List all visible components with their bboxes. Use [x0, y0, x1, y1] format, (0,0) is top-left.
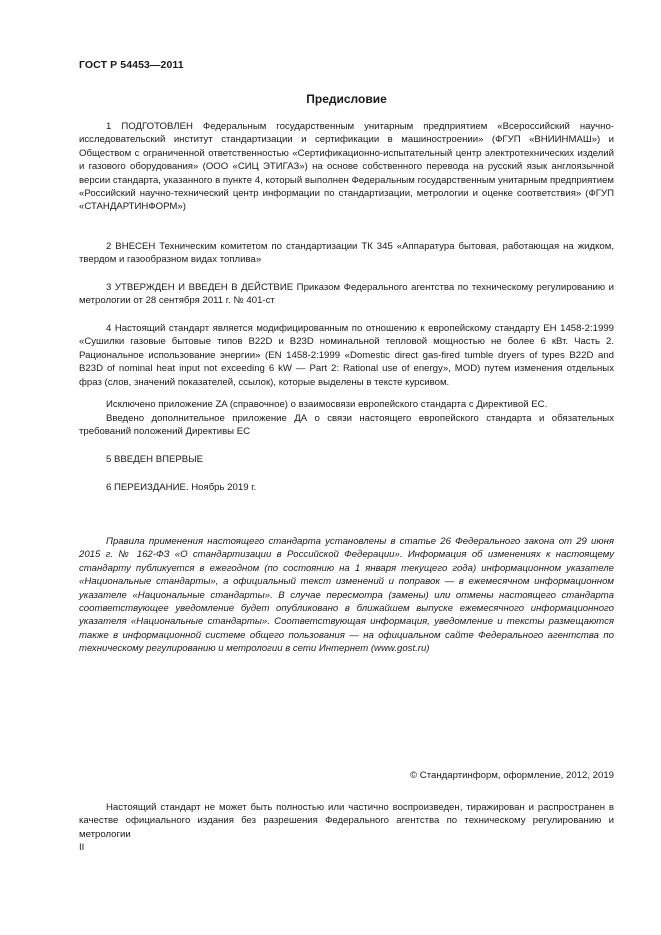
reproduction-notice: Настоящий стандарт не может быть полностью или частично воспроизведен, тиражирован и распространен в качестве официального издания без разрешения Федерального агентства по техническому регулированию и метрологии — [79, 802, 614, 840]
paragraph-4-excluded-annex: Исключено приложение ZA (справочное) о взаимосвязи европейского стандарта с Директивой ЕС. — [106, 399, 548, 410]
paragraph-5: 5 ВВЕДЕН ВПЕРВЫЕ — [106, 454, 204, 465]
page-number: II — [79, 842, 85, 853]
paragraph-4-added-annex: Введено дополнительное приложение ДА о связи настоящего европейского стандарта и обязательных требований положений Директивы ЕС — [79, 413, 614, 438]
paragraph-4: 4 Настоящий стандарт является модифицированным по отношению к европейскому стандарту ЕН 1458-2:1999 «Сушилки газовые бытовые типов B22D и B23D номинальной тепловой мощностью не более 6 кВт. Часть 2. Рациональное использование энергии» (EN 1458-2:1999 «Domestic direct gas-fired tumble dryers of types B22D and B23D of nominal heat input not exceeding 6 kW — Part 2: Rational use of energy», MOD) путем изменения отдельных фраз (слов, значений показателей, ссылок), которые выделены в тексте курсивом. — [79, 323, 614, 388]
paragraph-1: 1 ПОДГОТОВЛЕН Федеральным государственным унитарным предприятием «Всероссийский научно-исследовательский институт стандартизации и сертификации в машиностроении» (ФГУП «ВНИИНМАШ») и Обществом с ограниченной ответственностью «Сертификационно-испытательный центр электротехнических изделий и газового оборудования» (ООО «СИЦ ЭТИГАЗ») на основе собственного перевода на русский язык англоязычной версии стандарта, указанного в пункте 4, который выполнен Федеральным государственным унитарным предприятием «Российский научно-технический центр информации по стандартизации, метрологии и оценке соответствия» (ФГУП «СТАНДАРТИНФОРМ») — [79, 121, 614, 213]
paragraph-3: 3 УТВЕРЖДЕН И ВВЕДЕН В ДЕЙСТВИЕ Приказом Федерального агентства по техническому регулированию и метрологии от 28 сентября 2011 г. № 401-ст — [79, 282, 614, 307]
application-rules-notice: Правила применения настоящего стандарта установлены в статье 26 Федерального закона от 29 июня 2015 г. № 162-ФЗ «О стандартизации в Российской Федерации». Информация об изменениях к настоящему стандарту публикуется в ежегодном (по состоянию на 1 января текущего года) информационном указателе «Национальные стандарты», а официальный текст изменений и поправок — в ежемесячном информационном указателе «Национальные стандарты». В случае пересмотра (замены) или отмены настоящего стандарта соответствующее уведомление будет опубликовано в ближайшем выпуске ежемесячного информационного указателя «Национальные стандарты». Соответствующая информация, уведомление и тексты размещаются также в информационной системе общего пользования — на официальном сайте Федерального агентства по техническому регулированию и метрологии в сети Интернет (www.gost.ru) — [79, 536, 614, 655]
standard-code-header: ГОСТ Р 54453—2011 — [79, 59, 184, 71]
copyright-line: © Стандартинформ, оформление, 2012, 2019 — [410, 770, 614, 781]
paragraph-2: 2 ВНЕСЕН Техническим комитетом по стандартизации ТК 345 «Аппаратура бытовая, работающая на жидком, твердом и газообразном видах топлива» — [79, 241, 614, 266]
section-title: Предисловие — [306, 92, 387, 106]
paragraph-6: 6 ПЕРЕИЗДАНИЕ. Ноябрь 2019 г. — [106, 482, 257, 493]
